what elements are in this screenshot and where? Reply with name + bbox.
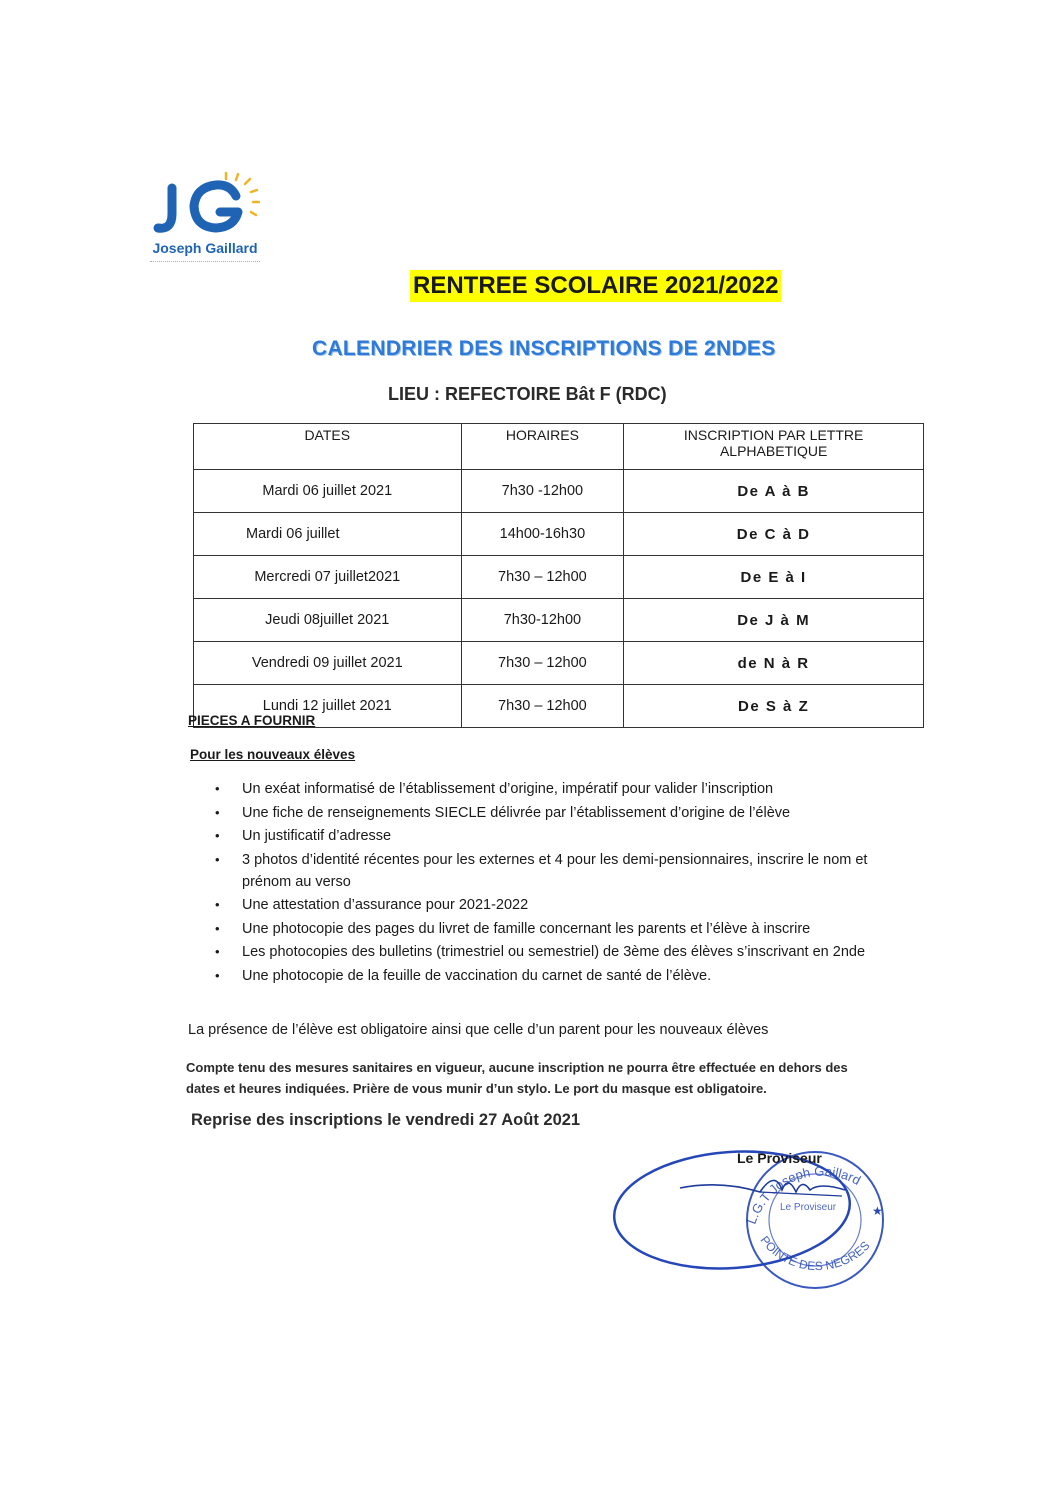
list-item (215, 894, 875, 916)
date-cell: Jeudi 08juillet 2021 (194, 599, 462, 642)
hours-cell: 14h00-16h30 (461, 513, 624, 556)
table-row (194, 470, 924, 513)
table-row (194, 513, 924, 556)
list-item-text: 3 photos d’identité récentes pour les externes et 4 pour les demi-pensionnaires, inscrire le nom et prénom au verso (242, 851, 868, 890)
column-header-dates: DATES (194, 424, 462, 470)
list-item-text: Une photocopie de la feuille de vaccination du carnet de santé de l’élève. (242, 967, 712, 984)
list-item-text: Une fiche de renseignements SIECLE délivrée par l’établissement d’origine de l’élève (242, 804, 791, 821)
bullet-icon: • (215, 920, 220, 936)
list-item (215, 941, 875, 963)
page-title: RENTREE SCOLAIRE 2021/2022 (410, 270, 781, 302)
date-cell: Mardi 06 juillet (194, 513, 462, 556)
hours-cell: 7h30 -12h00 (461, 470, 624, 513)
list-item (215, 965, 875, 987)
table-row (194, 556, 924, 599)
table-header-row (194, 424, 924, 470)
sanitary-notice: Compte tenu des mesures sanitaires en vigueur, aucune inscription ne pourra être effectuée en dehors des dates et heures indiquées. Prière de vous munir d’un stylo. Le port du masque est obligatoire. (186, 1060, 848, 1096)
location-line: LIEU : REFECTOIRE Bât F (RDC) (388, 384, 667, 404)
list-item-text: Un exéat informatisé de l’établissement d’origine, impératif pour valider l’inscription (242, 781, 774, 797)
reprise-line: Reprise des inscriptions le vendredi 27 Août 2021 (191, 1111, 581, 1129)
page-subtitle: CALENDRIER DES INSCRIPTIONS DE 2NDES (312, 337, 776, 360)
stamp-center-text: Le Proviseur (780, 1202, 837, 1213)
bullet-icon: • (215, 781, 220, 796)
stamp-star-icon: ★ (872, 1204, 883, 1218)
date-cell: Vendredi 09 juillet 2021 (194, 642, 462, 685)
date-cell: Lundi 12 juillet 2021 (194, 685, 462, 728)
signatory-title: Le Proviseur (737, 1150, 822, 1166)
bullet-icon: • (215, 851, 220, 867)
hours-cell: 7h30 – 12h00 (461, 556, 624, 599)
registration-schedule-table (193, 423, 924, 728)
documents-heading: PIECES A FOURNIR (188, 713, 316, 728)
letters-cell: De E à I (624, 556, 924, 599)
hours-cell: 7h30-12h00 (461, 599, 624, 642)
letters-cell: de N à R (624, 642, 924, 685)
bullet-icon: • (215, 804, 220, 820)
table-row (194, 642, 924, 685)
date-cell: Mardi 06 juillet 2021 (194, 470, 462, 513)
date-cell: Mercredi 07 juillet2021 (194, 556, 462, 599)
list-item-text: Les photocopies des bulletins (trimestriel ou semestriel) de 3ème des élèves s’inscrivant en 2nde (242, 944, 866, 960)
letters-cell: De J à M (624, 599, 924, 642)
svg-text:POINTE DES NEGRES (757, 1233, 872, 1273)
letters-cell: De A à B (624, 470, 924, 513)
svg-text:L.G.T Joseph Gaillard (744, 1163, 864, 1226)
list-item (215, 802, 875, 824)
school-logo (150, 170, 290, 275)
presence-note: La présence de l’élève est obligatoire ainsi que celle d’un parent pour les nouveaux élèves (188, 1022, 769, 1038)
logo-name: Joseph Gaillard (152, 240, 258, 256)
list-item (215, 778, 875, 800)
bullet-icon: • (215, 944, 220, 959)
documents-list (215, 778, 875, 988)
column-header-hours: HORAIRES (461, 424, 624, 470)
bullet-icon: • (215, 967, 220, 983)
list-item-text: Une photocopie des pages du livret de famille concernant les parents et l’élève à inscrire (242, 920, 811, 937)
column-header-letters: INSCRIPTION PAR LETTRE ALPHABETIQUE (624, 424, 924, 470)
stamp-bottom-text: POINTE DES NEGRES (757, 1233, 873, 1274)
list-item (215, 849, 875, 893)
list-item-text: Une attestation d’assurance pour 2021-2022 (242, 897, 529, 913)
list-item-text: Un justificatif d’adresse (242, 828, 392, 844)
hours-cell: 7h30 – 12h00 (461, 685, 624, 728)
letters-cell: De S à Z (624, 685, 924, 728)
jg-logo-icon (150, 170, 260, 240)
new-students-heading: Pour les nouveaux élèves (190, 747, 356, 762)
table-row (194, 599, 924, 642)
hours-cell: 7h30 – 12h00 (461, 642, 624, 685)
logo-tagline-line (150, 261, 260, 264)
bullet-icon: • (215, 828, 220, 843)
stamp-top-text: L.G.T Joseph Gaillard (743, 1163, 864, 1227)
letters-cell: De C à D (624, 513, 924, 556)
list-item (215, 825, 875, 847)
list-item (215, 918, 875, 940)
bullet-icon: • (215, 897, 220, 912)
